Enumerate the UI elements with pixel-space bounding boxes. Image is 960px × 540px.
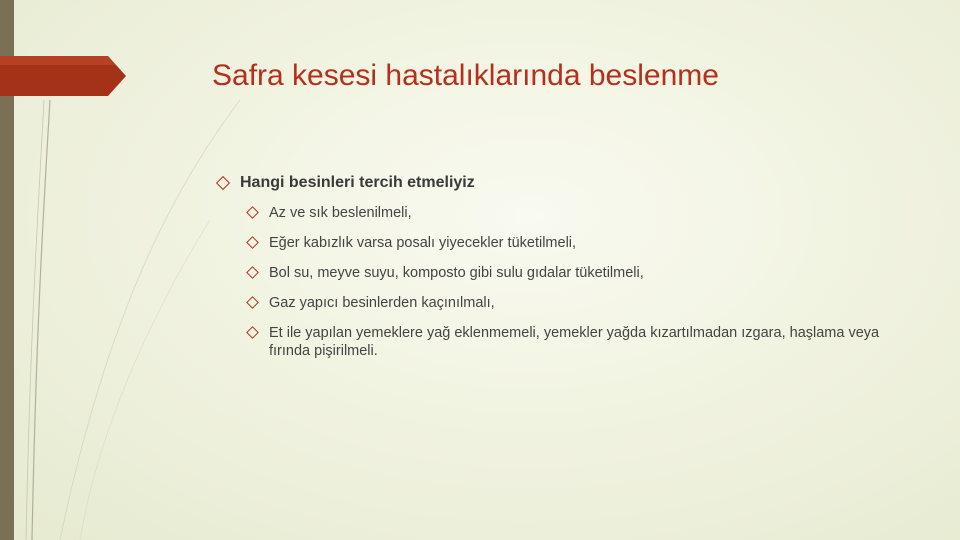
sub-bullet (248, 234, 898, 252)
sub-bullet (248, 204, 898, 222)
main-bullet (218, 172, 898, 194)
main-bullet-text: Hangi besinleri tercih etmeliyiz (240, 174, 475, 191)
diamond-outline-icon (246, 206, 259, 219)
sub-bullet-text: Az ve sık beslenilmeli, (269, 205, 412, 221)
diamond-outline-icon (246, 296, 259, 309)
sub-bullet (248, 264, 898, 282)
title-accent-tab (0, 56, 126, 96)
diamond-outline-icon (246, 266, 259, 279)
sub-bullet-text: Bol su, meyve suyu, komposto gibi sulu gıdalar tüketilmeli, (269, 265, 644, 281)
sub-bullet-text: Et ile yapılan yemeklere yağ eklenmemeli, yemekler yağda kızartılmadan ızgara, haşlama veya fırında pişirilmeli. (269, 325, 880, 359)
diamond-outline-icon (246, 236, 259, 249)
bullet-list (218, 172, 898, 360)
diamond-outline-icon (246, 326, 259, 339)
sub-bullet-text: Eğer kabızlık varsa posalı yiyecekler tüketilmeli, (269, 235, 577, 251)
slide-title: Safra kesesi hastalıklarında beslenme (212, 59, 719, 92)
sub-bullet-text: Gaz yapıcı besinlerden kaçınılmalı, (269, 295, 495, 311)
sub-bullet (248, 324, 898, 360)
diamond-outline-icon (216, 176, 230, 190)
sub-bullet (248, 294, 898, 312)
